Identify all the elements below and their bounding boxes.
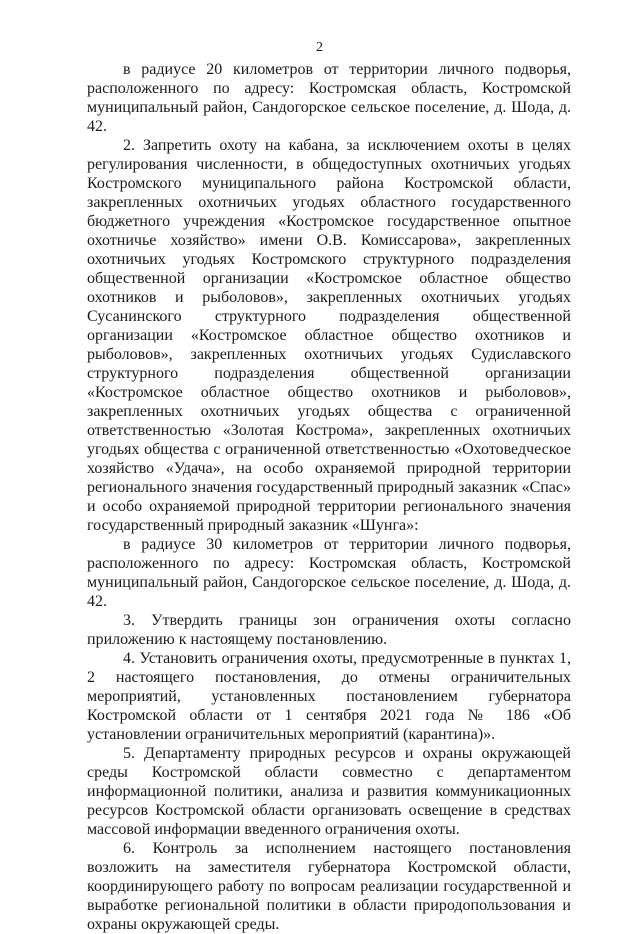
paragraph-item-4: 4. Установить ограничения охоты, предусмотренные в пунктах 1, 2 настоящего постановления, до отмены ограничительных мероприятий, установленных постановлением губернатора Костромской области от 1 сентября 2021 года № 186 «Об установлении ограничительных мероприятий (карантина)». [87,650,571,743]
paragraph-radius-20: в радиусе 20 километров от территории личного подворья, расположенного по адресу: Костромская область, Костромской муниципальный район, Сандогорское сельское поселение, д. Шода, д. 42. [87,61,571,135]
page-number: 2 [316,40,323,55]
paragraph-item-3: 3. Утвердить границы зон ограничения охоты согласно приложению к настоящему постановлению. [87,612,571,648]
document-body [87,60,571,934]
paragraph-item-2: 2. Запретить охоту на кабана, за исключением охоты в целях регулирования численности, в общедоступных охотничьих угодьях Костромского муниципального района Костромской области, закрепленных охотничьих угодьях областного государственного бюджетного учреждения «Костромское государственное опытное охотничье хозяйство» имени О.В. Комиссарова», закрепленных охотничьих угодьях Костромского структурного подразделения общественной организации «Костромское областное общество охотников и рыболовов», закрепленных охотничьих угодьях Сусанинского структурного подразделения общественной организации «Костромское областное общество охотников и рыболовов», закрепленных охотничьих угодьях Судиславского структурного подразделения общественной организации «Костромское областное общество охотников и рыболовов», закрепленных охотничьих угодьях общества с ограниченной ответственностью «Золотая Кострома», закрепленных охотничьих угодьях общества с ограниченной ответственностью «Охотоведческое хозяйство «Удача», на особо охраняемой природной территории регионального значения государственный природный заказник «Спас» и особо охраняемой природной территории регионального значения государственный природный заказник «Шунга»: [87,137,571,534]
paragraph-item-6: 6. Контроль за исполнением настоящего постановления возложить на заместителя губернатора Костромской области, координирующего работу по вопросам реализации государственной и выработке региональной политики в области природопользования и охраны окружающей среды. [87,840,571,933]
paragraph-radius-30: в радиусе 30 километров от территории личного подворья, расположенного по адресу: Костромская область, Костромской муниципальный район, Сандогорское сельское поселение, д. Шода, д. 42. [87,536,571,610]
paragraph-item-5: 5. Департаменту природных ресурсов и охраны окружающей среды Костромской области совместно с департаментом информационной политики, анализа и развития коммуникационных ресурсов Костромской области организовать освещение в средствах массовой информации введенного ограничения охоты. [87,745,571,838]
